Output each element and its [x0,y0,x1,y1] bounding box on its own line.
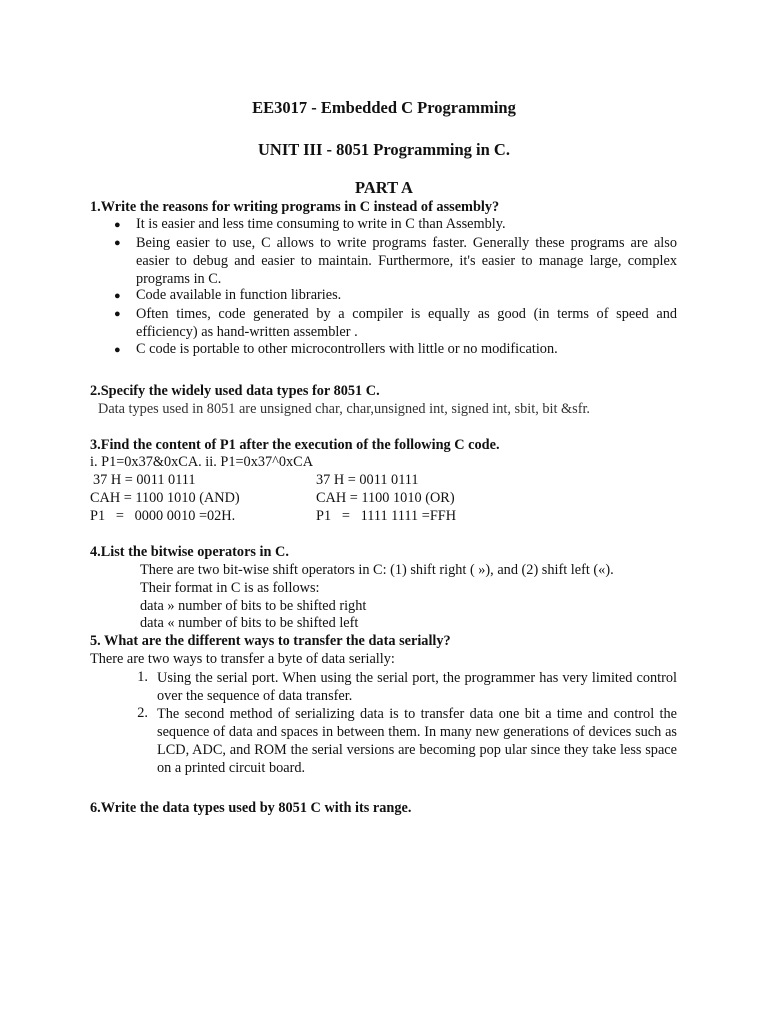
q3-intro: i. P1=0x37&0xCA. ii. P1=0x37^0xCA [90,454,314,470]
bullet-icon: ● [114,344,121,356]
list-number: 1. [137,669,148,685]
question-2: 2.Specify the widely used data types for 8051 C. [90,383,380,399]
course-title: EE3017 - Embedded C Programming [252,98,516,117]
q3-right-line-1: 37 H = 0011 0111 [316,472,419,488]
q4-line-4: data « number of bits to be shifted left [140,615,359,631]
q2-answer: Data types used in 8051 are unsigned char, char,unsigned int, signed int, sbit, bit &sfr. [98,401,591,417]
q1-bullet-2: Being easier to use, C allows to write programs faster. Generally these programs are also easier to debug and easier to maintain. Furthermore, it's easier to manage large, complex programs in C. [136,235,677,287]
q5-intro: There are two ways to transfer a byte of data serially: [90,651,395,667]
part-title: PART A [355,178,413,197]
q1-bullet-4: Often times, code generated by a compiler is equally as good (in terms of speed and efficiency) as hand-written assembler . [136,306,677,340]
unit-title: UNIT III - 8051 Programming in C. [258,140,510,159]
question-6: 6.Write the data types used by 8051 C with its range. [90,800,412,816]
q4-line-1: There are two bit-wise shift operators in C: (1) shift right ( »), and (2) shift left («). [140,562,614,578]
question-4: 4.List the bitwise operators in C. [90,544,289,560]
q5-item-2: The second method of serializing data is to transfer data one bit a time and control the sequence of data and spaces in between them. In many new generations of devices such as LCD, ADC, and ROM the serial versions are becoming pop ular since they take less space on a printed circuit board. [157,706,677,776]
list-number: 2. [137,705,148,721]
q1-bullet-3: Code available in function libraries. [136,287,342,303]
q3-left-line-1: 37 H = 0011 0111 [93,472,196,488]
q3-right-line-3: P1 = 1111 1111 =FFH [316,508,457,524]
q5-item-1: Using the serial port. When using the serial port, the programmer has very limited control over the sequence of data transfer. [157,670,677,704]
q1-bullet-1: It is easier and less time consuming to write in C than Assembly. [136,216,506,232]
q4-line-3: data » number of bits to be shifted right [140,598,367,614]
q4-line-2: Their format in C is as follows: [140,580,320,596]
question-1: 1.Write the reasons for writing programs in C instead of assembly? [90,199,500,215]
bullet-icon: ● [114,237,121,249]
q3-left-line-2: CAH = 1100 1010 (AND) [90,490,240,506]
q1-bullet-5: C code is portable to other microcontrollers with little or no modification. [136,341,558,357]
question-5: 5. What are the different ways to transfer the data serially? [90,633,451,649]
question-3: 3.Find the content of P1 after the execution of the following C code. [90,437,500,453]
q3-left-line-3: P1 = 0000 0010 =02H. [90,508,236,524]
bullet-icon: ● [114,290,121,302]
q3-right-line-2: CAH = 1100 1010 (OR) [316,490,455,506]
bullet-icon: ● [114,219,121,231]
bullet-icon: ● [114,308,121,320]
